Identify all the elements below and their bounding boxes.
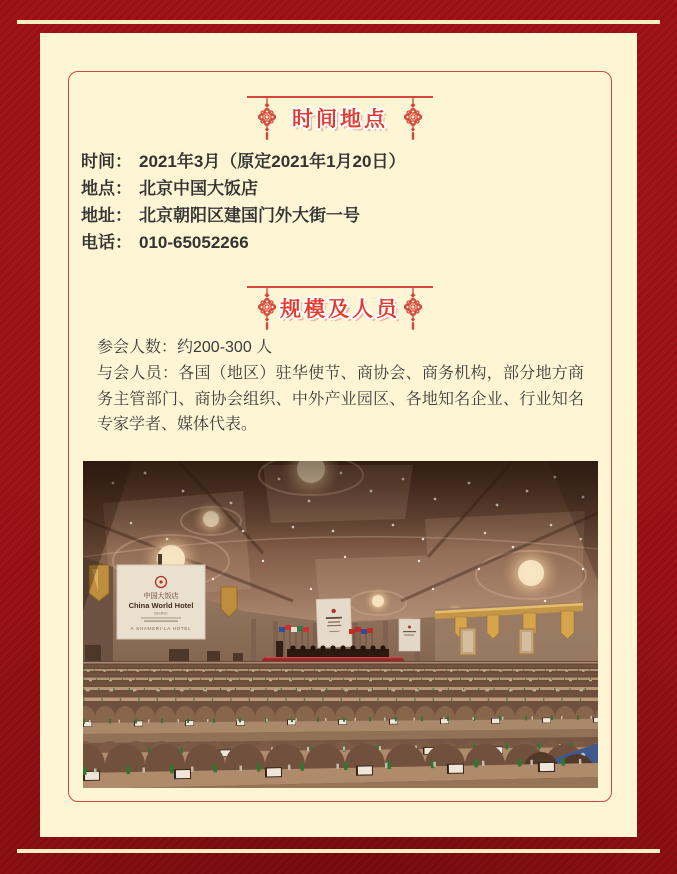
detail-value: 2021年3月（原定2021年1月20日） bbox=[139, 152, 406, 171]
screen-tagline: A SHANGRI-LA HOTEL bbox=[130, 626, 192, 631]
top-gold-divider bbox=[17, 20, 660, 24]
section-title: 时间地点 bbox=[292, 108, 388, 131]
detail-label: 地址： bbox=[81, 206, 132, 225]
detail-value: 北京中国大饭店 bbox=[139, 179, 258, 198]
detail-row-address bbox=[81, 202, 405, 229]
detail-value: 北京朝阳区建国门外大街一号 bbox=[139, 206, 360, 225]
detail-row-phone bbox=[81, 229, 405, 256]
screen-city: BEIJING bbox=[154, 611, 168, 616]
time-location-details bbox=[81, 148, 405, 256]
detail-label: 电话： bbox=[81, 233, 132, 252]
detail-value: 010-65052266 bbox=[139, 233, 249, 252]
framed-box bbox=[68, 71, 612, 802]
section-header-time-location bbox=[247, 96, 433, 144]
content-panel bbox=[40, 33, 637, 837]
detail-row-venue bbox=[81, 175, 405, 202]
ballroom-photo bbox=[83, 461, 598, 788]
screen-cn-name: 中国大饭店 bbox=[143, 593, 179, 600]
attendee-count: 参会人数：约200-300 人 bbox=[97, 339, 273, 356]
attendee-description: 与会人员：各国（地区）驻华使节、商协会、商务机构，部分地方商务主管部门、商协会组织、中外产业园区、各地知名企业、行业知名专家学者、媒体代表。 bbox=[97, 364, 584, 434]
scale-personnel-details bbox=[97, 335, 584, 438]
section-title: 规模及人员 bbox=[280, 298, 400, 321]
detail-row-time bbox=[81, 148, 405, 175]
detail-label: 时间： bbox=[81, 152, 132, 171]
detail-label: 地点： bbox=[81, 179, 132, 198]
bottom-gold-divider bbox=[17, 849, 660, 853]
section-header-scale-personnel bbox=[247, 286, 433, 334]
screen-en-name: China World Hotel bbox=[128, 601, 194, 610]
